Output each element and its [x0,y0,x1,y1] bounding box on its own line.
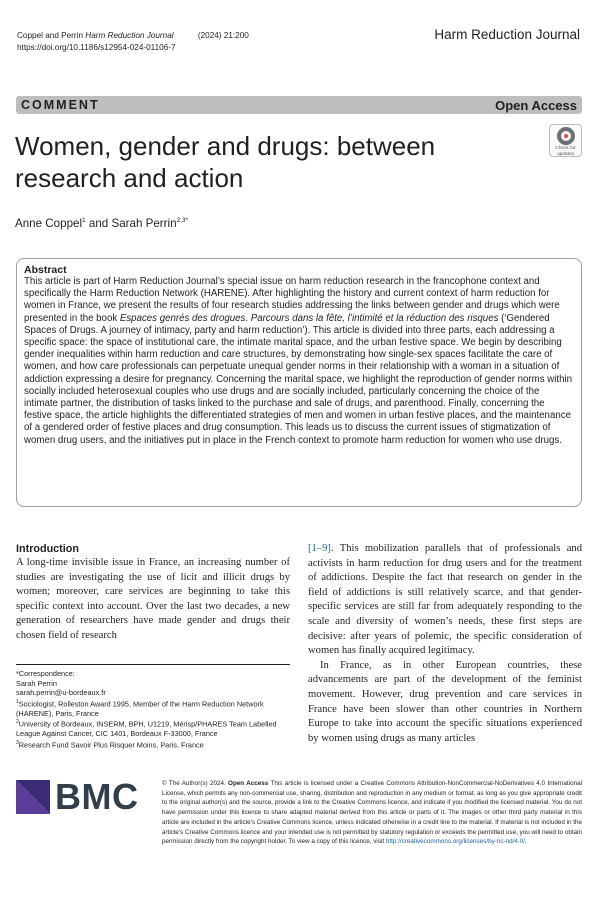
license-text [162,779,582,847]
correspondence-label: *Correspondence: [16,669,75,678]
abstract-text [24,276,574,447]
updates-label: updates [556,152,575,157]
citation-journal: Harm Reduction Journal [85,31,174,40]
affiliation-number: 2 [16,719,19,726]
bmc-logo [16,776,146,817]
author-separator: and [85,217,112,230]
license-end: . [524,838,527,846]
running-citation [17,30,249,54]
left-column [16,542,290,644]
affiliation-number: 1 [16,698,19,705]
correspondence-email[interactable]: sarah.perrin@u-bordeaux.fr [16,688,106,698]
book-title: Espaces genrés des drogues. Parcours dans la fête, l’intimité et la réduction des risques [119,312,499,324]
abstract-box [16,258,582,507]
author-name[interactable]: Anne Coppel [15,217,83,230]
bmc-logo-text: BMC [55,776,139,817]
body-paragraph: In France, as in other European countries, these advancements are part of the development of the feminist movement. However, drug prevention and care services in France have been slower than other countries in Northern Europe to take into account the specific situations experienced by women using drugs as many articles [308,659,582,744]
abstract-part-1: This article is part of Harm Reduction Journal’s special issue on harm reduction research in the francophone context and specifically the Harm Reduction Network (HARENE). After highlighting the history and current context of harm reduction for women in France, we present the results of four research studies addressing the links between gender and drugs which were presented in the book [24,276,560,324]
affiliation-text: Research Fund Savoir Plus Risquer Moins, Paris, France [18,740,204,750]
article-title: Women, gender and drugs: between research and action [15,131,436,193]
affiliation-text: Sociologist, Rolleston Award 1995, Member of the Harm Reduction Network (HARENE), Paris, France [16,699,264,718]
doi-link[interactable]: https://doi.org/10.1186/s12954-024-01106-7 [17,43,176,52]
abstract-heading: Abstract [24,264,67,276]
right-column [308,542,582,746]
affiliation-number: 3 [16,740,19,746]
license-open-access: Open Access [228,780,269,787]
author-affiliation-mark: 1 [82,217,86,225]
journal-name: Harm Reduction Journal [434,27,580,42]
abstract-part-2: (‘Gendered Spaces of Drugs. A journey of intimacy, party and harm reduction’). This article is divided into three parts, each addressing a specific space: the space of institutional care, the intimate marital space, and the urban festive space. We begin by describing gender inequalities within harm reduction and care structures, by demonstrating how single-sex spaces facilitate the care of women, and how care professionals can perpetuate unequal gender norms in their relationship with a woman in a situation of addiction expressing a desire for pregnancy. Concerning the marital space, we highlight the reproduction of gender norms within socially included heterosexual couples who use drugs and are socially included, particularly concerning the choice of the intimate partner, the distribution of tasks linked to the purchase and sale of drugs, and parenthood. Finally, concerning the festive space, the article highlights the differentiated strategies of men and women in urban festive places, and the maintenance of a gendered order of festive places and drug consumption. This leads us to discuss the current issues of stigmatization of women drug users, and the initiatives put in place in the French context to promote harm reduction for women who use drugs. [24,312,573,446]
affiliation-1 [16,698,286,719]
citation-authors: Coppel and Perrin [17,31,83,40]
body-paragraph: A long-time invisible issue in France, an increasing number of studies are investigating the use of licit and illicit drugs by women; moreover, care services are beginning to take this specific context into account. Over the last two decades, a new generation of researchers have made gender and drugs their chosen field of research [16,557,290,641]
license-url-link[interactable]: http://creativecommons.org/licenses/by-nc-nd/4.0/ [385,838,525,846]
article-type: COMMENT [21,98,100,112]
citation-link[interactable]: [1–9] [308,543,331,554]
correspondence-name: Sarah Perrin [16,678,57,688]
section-heading-introduction: Introduction [16,543,79,555]
author-affiliation-mark: 2,3* [176,217,189,225]
check-for-label: Check for [555,146,576,151]
citation-year: (2024) 21:200 [197,31,249,40]
affiliation-text: University of Bordeaux, INSERM, BPH, U1219, Mérisp/PHARES Team Labelled League Against Cancer, CIC 1401, Bordeaux F-33000, France [16,719,277,739]
author-list [15,217,188,230]
body-paragraph [308,542,582,659]
affiliation-3 [16,739,286,750]
license-body: This article is licensed under a Creative Commons Attribution-NonCommercial-NoDerivatives 4.0 International License, which permits any non-commercial use, sharing, distribution and reproduction in any medium or format, as long as you give appropriate credit to the original author(s) and the source, provide a link to the Creative Commons licence, and indicate if you modified the licensed material. You do not have permission under this licence to share adapted material derived from this article or parts of it. The images or other third party material in this article are included in the article’s Creative Commons licence, unless indicated otherwise in a credit line to the material. If material is not included in the article’s Creative Commons licence and your intended use is not permitted by statutory regulation or exceeds the permitted use, you will need to obtain permission directly from the copyright holder. To view a copy of this licence, visit [162,780,582,846]
affiliation-2 [16,718,286,739]
author-name[interactable]: Sarah Perrin [111,217,177,230]
footnote-rule [16,664,290,665]
article-type-banner [16,96,582,114]
crossmark-icon [557,127,575,145]
paragraph-text: . This mobilization parallels that of professionals and activists in harm reduction for drug users and for the treatment of addictions. Despite the fact that research on gender in the field of addictions is still relatively scarce, and that gender-specific services are still far from adequately responding to the scale and diversity of women’s needs, these first steps are decisive: after years of polemic, the specific consideration of women has finally acquired legitimacy. [308,543,582,657]
bmc-logo-icon [16,780,50,814]
check-for-updates-button[interactable] [549,124,582,157]
license-copyright: © The Author(s) 2024. [162,780,229,787]
open-access-label: Open Access [495,97,577,113]
footnotes [16,669,286,750]
